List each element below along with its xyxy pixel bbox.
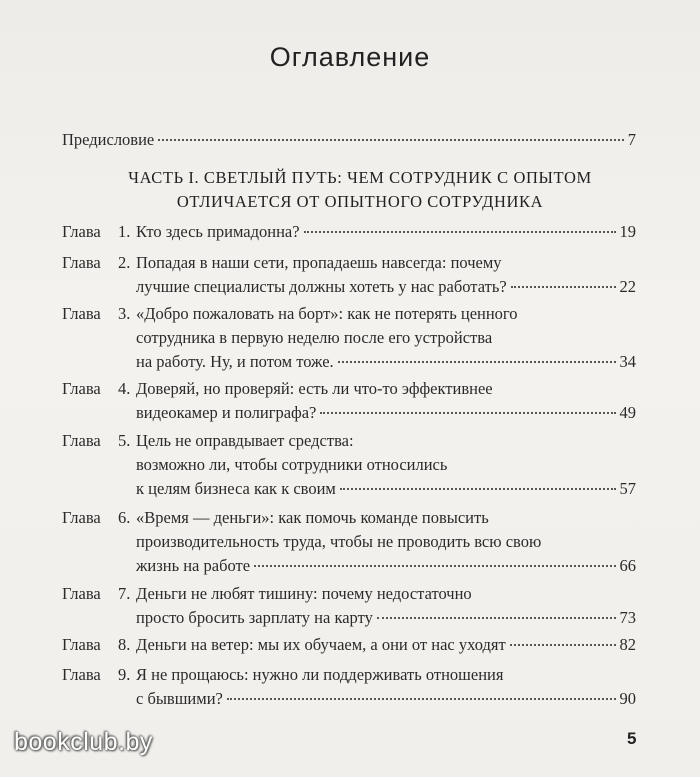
chapter-label: Глава — [62, 253, 101, 272]
part-heading-line-2: ОТЛИЧАЕТСЯ ОТ ОПЫТНОГО СОТРУДНИКА — [176, 192, 544, 211]
chapter-number: 2. — [118, 253, 131, 272]
chapter-title-line: лучшие специалисты должны хотеть у нас работать? — [136, 277, 507, 296]
chapter-number: 9. — [118, 665, 131, 684]
chapter-number: 1. — [118, 222, 131, 241]
chapter-page: 66 — [619, 556, 636, 575]
chapter-number: 8. — [118, 635, 131, 654]
chapter-title-line: производительность труда, чтобы не проводить всю свою — [136, 532, 542, 551]
chapter-label: Глава — [62, 222, 101, 241]
leader-dots — [254, 564, 615, 567]
leader-dots — [338, 360, 616, 363]
toc-entry-chapter-7[interactable] — [62, 582, 636, 630]
chapter-page: 19 — [619, 222, 636, 241]
chapter-page: 22 — [619, 277, 636, 296]
toc-entry-chapter-6[interactable] — [62, 506, 636, 578]
part-heading-line-1: ЧАСТЬ I. СВЕТЛЫЙ ПУТЬ: ЧЕМ СОТРУДНИК С ОПЫТОМ — [128, 168, 592, 187]
chapter-page: 57 — [619, 479, 636, 498]
chapter-title-line: жизнь на работе — [136, 556, 251, 575]
leader-dots — [511, 285, 616, 288]
page-title: Оглавление — [269, 42, 431, 72]
toc-entry-chapter-9[interactable] — [62, 663, 636, 711]
chapter-label: Глава — [62, 379, 101, 398]
chapter-title-line: на работу. Ну, и потом тоже. — [136, 352, 334, 371]
chapter-title-line: с бывшими? — [136, 689, 223, 708]
page-number: 5 — [627, 729, 637, 748]
chapter-label: Глава — [62, 584, 101, 603]
chapter-number: 6. — [118, 508, 131, 527]
toc-entry-chapter-2[interactable] — [62, 251, 636, 299]
leader-dots — [377, 616, 616, 619]
chapter-title-line: Я не прощаюсь: нужно ли поддерживать отношения — [136, 665, 504, 684]
leader-dots — [158, 138, 624, 141]
toc-entry-chapter-1[interactable] — [62, 220, 636, 244]
chapter-page: 49 — [619, 403, 636, 422]
chapter-title-line: сотрудника в первую неделю после его устройства — [136, 328, 493, 347]
chapter-title-line: Цель не оправдывает средства: — [136, 431, 354, 450]
chapter-title-line: Кто здесь примадонна? — [136, 222, 300, 241]
chapter-title-line: к целям бизнеса как к своим — [136, 479, 336, 498]
toc-entry-chapter-8[interactable] — [62, 633, 636, 657]
chapter-number: 7. — [118, 584, 131, 603]
chapter-label: Глава — [62, 508, 101, 527]
chapter-label: Глава — [62, 431, 101, 450]
chapter-title-line: видеокамер и полиграфа? — [136, 403, 317, 422]
chapter-title-line: просто бросить зарплату на карту — [136, 608, 373, 627]
chapter-title-line: Доверяй, но проверяй: есть ли что-то эффективнее — [136, 379, 493, 398]
toc-entry-chapter-4[interactable] — [62, 377, 636, 425]
leader-dots — [304, 230, 616, 233]
chapter-number: 3. — [118, 304, 131, 323]
chapter-label: Глава — [62, 635, 101, 654]
chapter-label: Глава — [62, 304, 101, 323]
chapter-number: 5. — [118, 431, 131, 450]
chapter-title-line: «Время — деньги»: как помочь команде повысить — [136, 508, 489, 527]
chapter-title-line: Попадая в наши сети, пропадаешь навсегда: почему — [136, 253, 502, 272]
chapter-title-line: Деньги не любят тишину: почему недостаточно — [136, 584, 472, 603]
chapter-title-line: «Добро пожаловать на борт»: как не потерять ценного — [136, 304, 518, 323]
leader-dots — [227, 697, 616, 700]
toc-entry-chapter-3[interactable] — [62, 302, 636, 374]
leader-dots — [320, 411, 615, 414]
chapter-page: 73 — [619, 608, 636, 627]
chapter-page: 34 — [619, 352, 636, 371]
leader-dots — [340, 487, 616, 490]
chapter-number: 4. — [118, 379, 131, 398]
chapter-page: 90 — [619, 689, 636, 708]
preface-text: Предисловие — [62, 130, 155, 149]
toc-entry-chapter-5[interactable] — [62, 429, 636, 501]
chapter-title-line: Деньги на ветер: мы их обучаем, а они от нас уходят — [136, 635, 506, 654]
part-heading — [100, 166, 620, 214]
chapter-title-line: возможно ли, чтобы сотрудники относились — [136, 455, 448, 474]
leader-dots — [510, 643, 616, 646]
preface-page: 7 — [627, 130, 636, 149]
watermark: bookclub.by — [14, 728, 153, 756]
chapter-label: Глава — [62, 665, 101, 684]
chapter-page: 82 — [619, 635, 636, 654]
preface-entry[interactable] — [62, 128, 636, 152]
